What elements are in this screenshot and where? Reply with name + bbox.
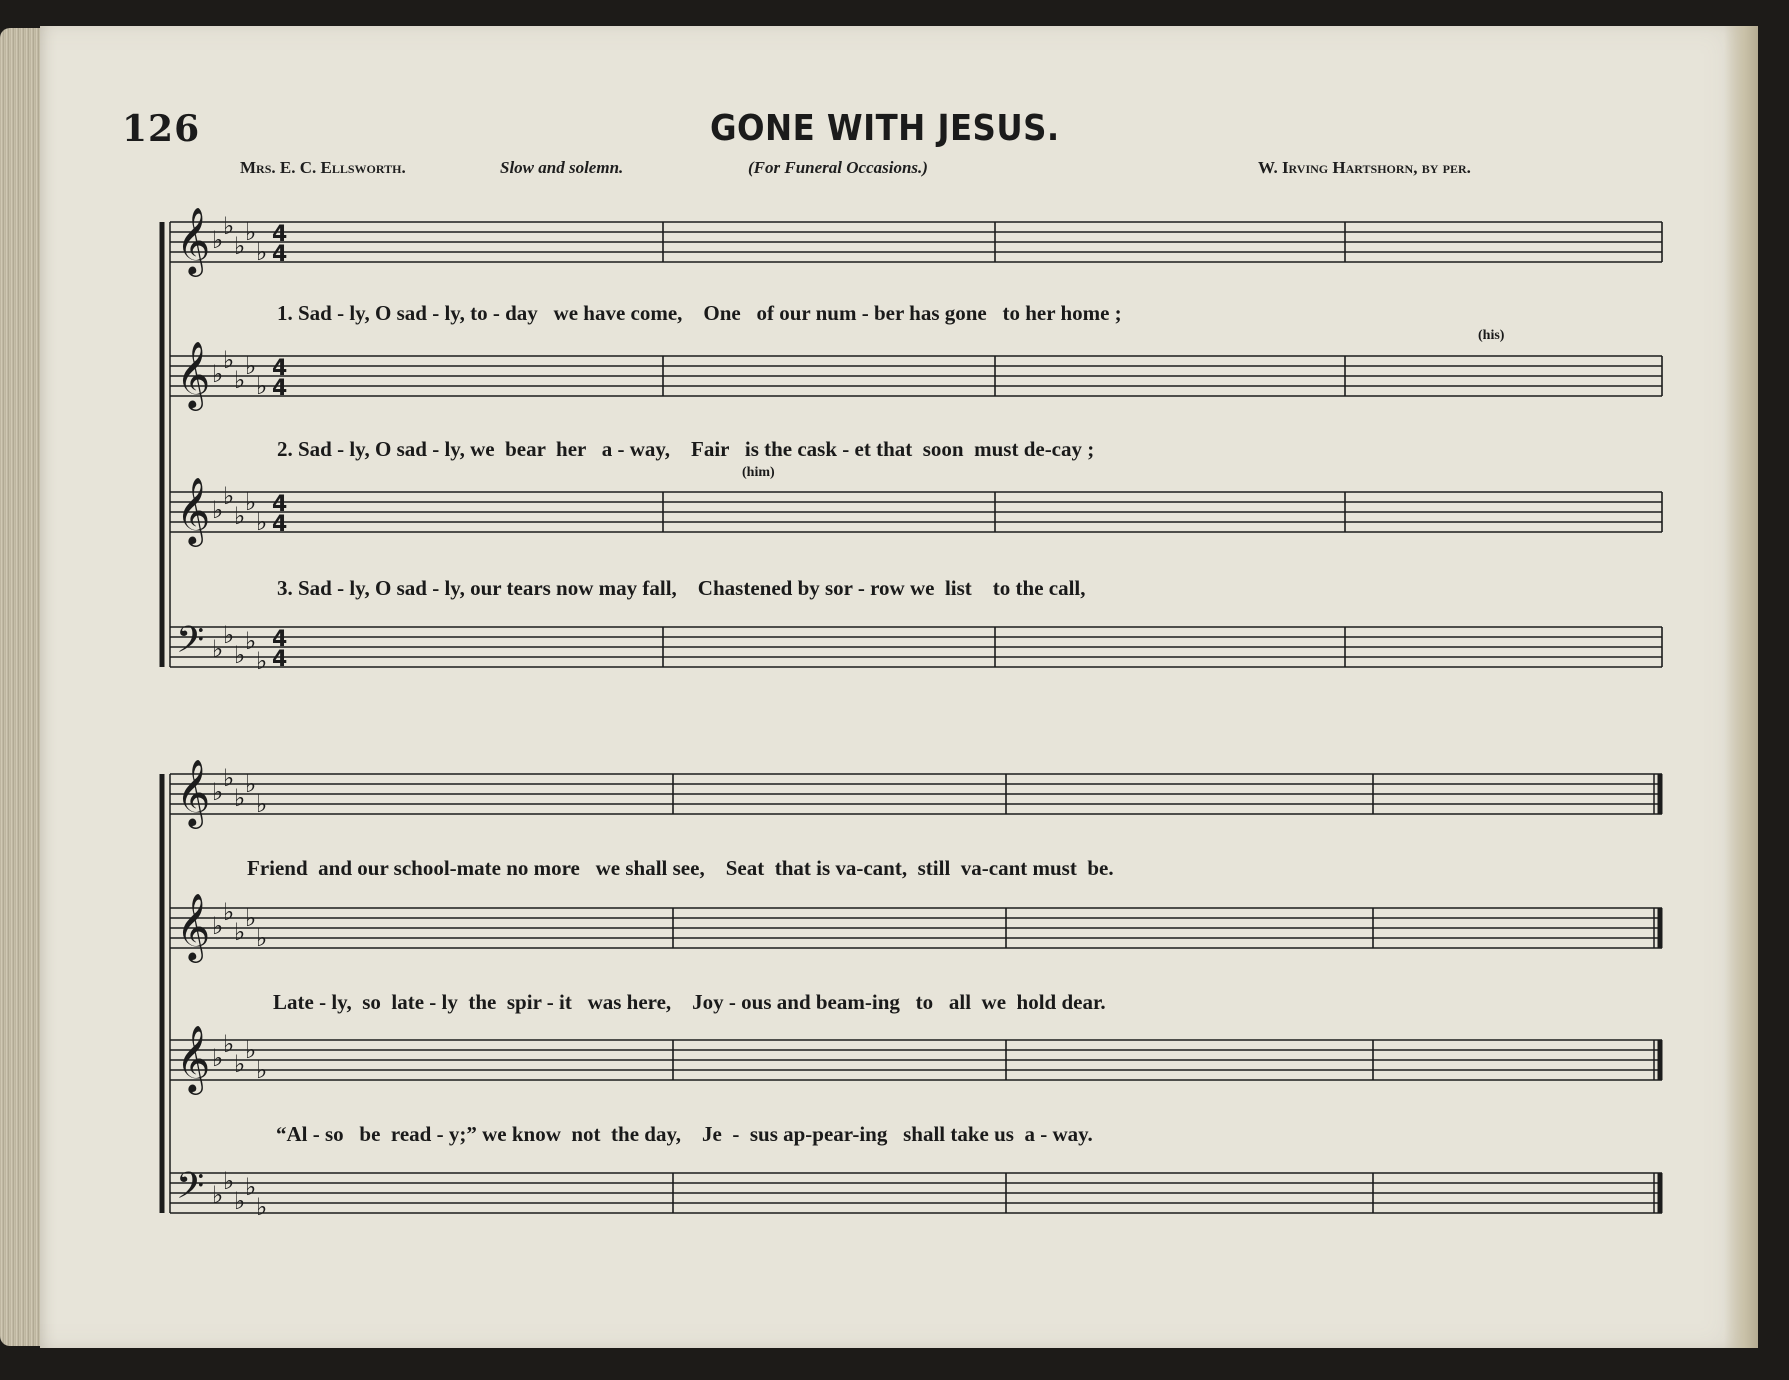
treble-clef-icon: 𝄞 <box>176 340 211 408</box>
flat-icon: ♭ <box>212 912 224 940</box>
flat-icon: ♭ <box>212 778 224 806</box>
flat-icon: ♭ <box>234 918 246 946</box>
lyricist-credit: Mrs. E. C. Ellsworth. <box>240 158 406 177</box>
flat-icon: ♭ <box>256 924 268 952</box>
flat-icon: ♭ <box>245 1173 257 1201</box>
flat-icon: ♭ <box>223 1167 235 1195</box>
flat-icon: ♭ <box>234 232 246 260</box>
time-signature-bottom: 4 <box>272 647 288 672</box>
lyric-verse-1: 1. Sad - ly, O sad - ly, to - day we have come, One of our num - ber has gone to her home ; <box>277 301 1122 325</box>
flat-icon: ♭ <box>245 1036 257 1064</box>
flat-icon: ♭ <box>234 641 246 669</box>
time-signature-top: 4 <box>272 222 288 247</box>
alt-word-his: (his) <box>1478 328 1505 343</box>
flat-icon: ♭ <box>212 496 224 524</box>
alt-word-him: (him) <box>742 465 775 480</box>
time-signature-top: 4 <box>272 627 288 652</box>
flat-icon: ♭ <box>234 1187 246 1215</box>
flat-icon: ♭ <box>212 360 224 388</box>
time-signature-top: 4 <box>272 492 288 517</box>
flat-icon: ♭ <box>256 790 268 818</box>
page-number: 126 <box>122 108 201 150</box>
lyric-verse-2: 2. Sad - ly, O sad - ly, we bear her a - way, Fair is the cask - et that soon must de-cay ; <box>277 437 1095 461</box>
time-signature-bottom: 4 <box>272 512 288 537</box>
flat-icon: ♭ <box>223 1030 235 1058</box>
lyric-line-1: Friend and our school-mate no more we shall see, Seat that is va-cant, still va-cant must be. <box>247 856 1114 880</box>
tenor-clef-icon: 𝄞 <box>176 758 211 826</box>
flat-icon: ♭ <box>256 508 268 536</box>
bass-clef-icon: 𝄢 <box>176 619 205 670</box>
flat-icon: ♭ <box>256 1193 268 1221</box>
time-signature-bottom: 4 <box>272 376 288 401</box>
flat-icon: ♭ <box>223 346 235 374</box>
flat-icon: ♭ <box>245 770 257 798</box>
flat-icon: ♭ <box>245 488 257 516</box>
flat-icon: ♭ <box>212 1181 224 1209</box>
time-signature-bottom: 4 <box>272 242 288 267</box>
flat-icon: ♭ <box>234 1050 246 1078</box>
lyric-verse-3: 3. Sad - ly, O sad - ly, our tears now may fall, Chastened by sor - row we list to the call, <box>277 576 1086 600</box>
occasion-note: (For Funeral Occasions.) <box>748 158 928 177</box>
composer-credit: W. Irving Hartshorn, by per. <box>1258 158 1471 177</box>
treble-clef-icon: 𝄞 <box>176 892 211 960</box>
treble-clef-icon: 𝄞 <box>176 1024 211 1092</box>
flat-icon: ♭ <box>212 635 224 663</box>
flat-icon: ♭ <box>234 366 246 394</box>
flat-icon: ♭ <box>223 898 235 926</box>
flat-icon: ♭ <box>245 218 257 246</box>
treble-clef-icon: 𝄞 <box>176 476 211 544</box>
flat-icon: ♭ <box>256 1056 268 1084</box>
flat-icon: ♭ <box>256 372 268 400</box>
flat-icon: ♭ <box>223 764 235 792</box>
flat-icon: ♭ <box>223 482 235 510</box>
song-title: GONE WITH JESUS. <box>710 108 1060 149</box>
lyric-line-2: Late - ly, so late - ly the spir - it was here, Joy - ous and beam-ing to all we hold dear. <box>273 990 1106 1014</box>
flat-icon: ♭ <box>212 1044 224 1072</box>
bass-clef-icon: 𝄢 <box>176 1165 205 1216</box>
flat-icon: ♭ <box>234 784 246 812</box>
time-signature-top: 4 <box>272 356 288 381</box>
flat-icon: ♭ <box>223 621 235 649</box>
flat-icon: ♭ <box>245 352 257 380</box>
flat-icon: ♭ <box>234 502 246 530</box>
flat-icon: ♭ <box>256 647 268 675</box>
flat-icon: ♭ <box>212 226 224 254</box>
flat-icon: ♭ <box>245 904 257 932</box>
flat-icon: ♭ <box>223 212 235 240</box>
flat-icon: ♭ <box>256 238 268 266</box>
flat-icon: ♭ <box>245 627 257 655</box>
lyric-line-3: “Al - so be read - y;” we know not the day, Je - sus ap-pear-ing shall take us a - way. <box>276 1122 1093 1146</box>
tempo-marking: Slow and solemn. <box>500 158 624 177</box>
tenor-clef-icon: 𝄞 <box>176 206 211 274</box>
